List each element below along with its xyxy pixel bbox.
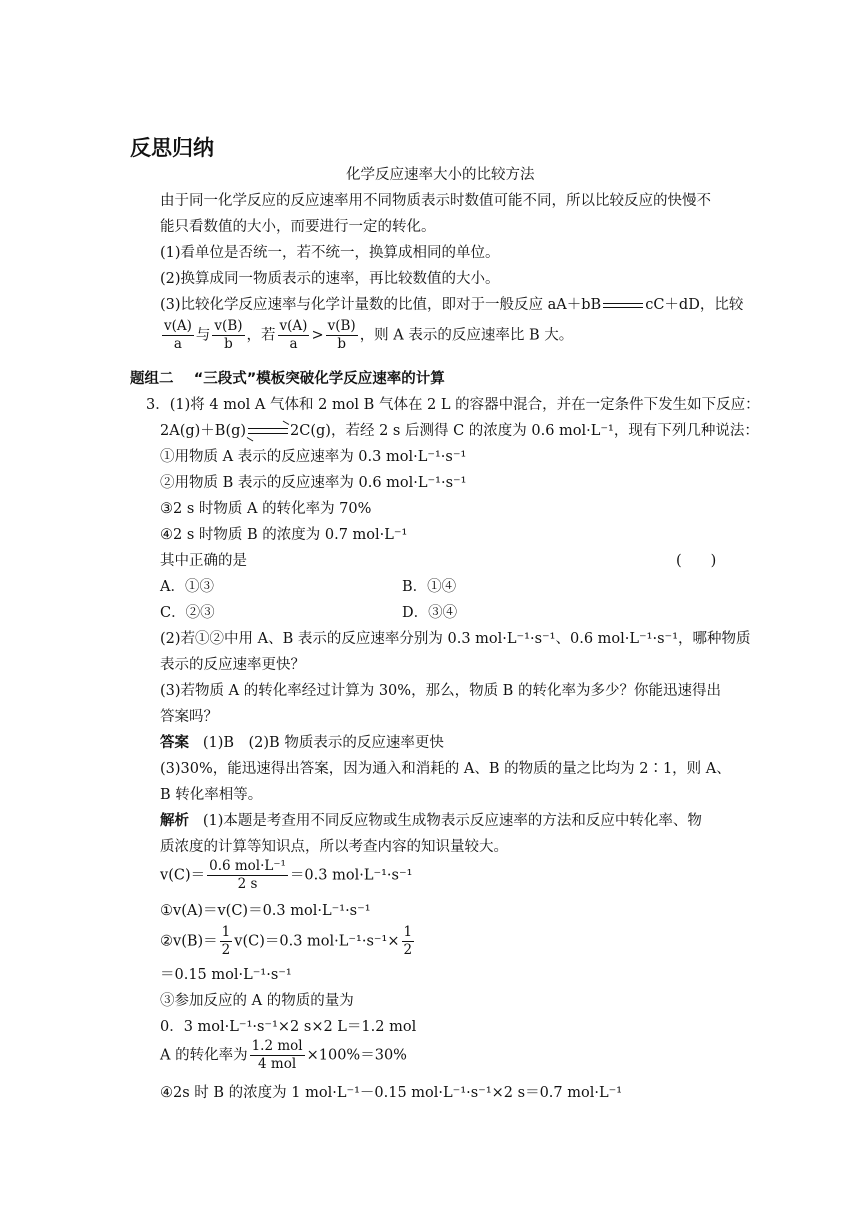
statement-3: ③2 s 时物质 A 的转化率为 70% <box>160 501 372 517</box>
answer-line-3: B 转化率相等。 <box>160 787 263 803</box>
fraction-va-over-a: $\frac{v(A)}{a}$ <box>164 318 192 352</box>
question-line-2 <box>160 422 759 440</box>
rule-3-line <box>160 296 743 314</box>
vc-fraction: $\frac{\text{0.6 mol·L⁻¹}}{2 s}$ <box>209 858 286 892</box>
question-2-line-2: 表示的反应速率更快？ <box>160 657 305 673</box>
answer-line-1 <box>160 734 444 752</box>
choice-b: B．①④ <box>402 579 457 595</box>
choice-d: D．③④ <box>402 605 458 621</box>
reaction-right: 2C(g)，若经 2 s 后测得 C 的浓度为 0.6 mol·L⁻¹，现有下列几种说法： <box>290 423 759 439</box>
vb-result: ＝0.15 mol·L⁻¹·s⁻¹ <box>160 967 292 983</box>
vc-formula <box>160 858 412 893</box>
vb-left: ②v(B)＝ <box>160 933 218 950</box>
intro-line-2: 能只看数值的大小，而要进行一定的转化。 <box>160 219 436 235</box>
va-formula: ①v(A)＝v(C)＝0.3 mol·L⁻¹·s⁻¹ <box>160 903 371 919</box>
fraction-va-over-a-2: $\frac{v(A)}{a}$ <box>279 318 308 352</box>
section-heading: 反思归纳 <box>130 136 214 160</box>
step-3-calc: 0．3 mol·L⁻¹·s⁻¹×2 s×2 L＝1.2 mol <box>160 1019 417 1035</box>
analysis-text-1: (1)本题是考查用不同反应物或生成物表示反应速率的方法和反应中转化率、物 <box>202 813 702 829</box>
group-title: “三段式”模板突破化学反应速率的计算 <box>193 371 445 387</box>
conv-fraction: $\frac{\text{1.2 mol}}{\text{4 mol}}$ <box>251 1038 303 1072</box>
rule-3-fractions <box>160 318 573 353</box>
if-text: ，若 <box>246 327 276 344</box>
rule-3-eq-left: aA＋bB <box>547 297 602 313</box>
step-3: ③参加反应的 A 的物质的量为 <box>160 993 354 1009</box>
intro-line-1: 由于同一化学反应的反应速率用不同物质表示时数值可能不同，所以比较反应的快慢不 <box>160 193 711 209</box>
group-label: 题组二 <box>130 371 174 387</box>
equals-sign-icon <box>601 299 645 311</box>
rule-3-eq-right: cC＋dD，比较 <box>645 297 744 313</box>
question-3-line-2: 答案吗？ <box>160 709 218 725</box>
method-subtitle: 化学反应速率大小的比较方法 <box>346 167 535 183</box>
vc-right: ＝0.3 mol·L⁻¹·s⁻¹ <box>289 867 413 884</box>
statement-2: ②用物质 B 表示的反应速率为 0.6 mol·L⁻¹·s⁻¹ <box>160 475 467 491</box>
rule-1: (1)看单位是否统一，若不统一，换算成相同的单位。 <box>160 245 500 261</box>
conv-left: A 的转化率为 <box>160 1047 248 1064</box>
analysis-line-1 <box>160 812 702 830</box>
vc-left: v(C)＝ <box>160 867 206 884</box>
fraction-vb-over-b-2: $\frac{v(B)}{b}$ <box>327 318 356 352</box>
fraction-vb-over-b: $\frac{v(B)}{b}$ <box>214 318 243 352</box>
rule-3-tail: ，则 A 表示的反应速率比 B 大。 <box>359 327 574 344</box>
which-correct: 其中正确的是 <box>160 553 247 569</box>
reversible-arrow-icon <box>246 425 290 437</box>
conversion-formula <box>160 1038 407 1073</box>
question-3-line-1: (3)若物质 A 的转化率经过计算为 30%，那么，物质 B 的转化率为多少？你能迅速得出 <box>160 683 721 699</box>
answer-line-2: (3)30%，能迅速得出答案，因为通入和消耗的 A、B 的物质的量之比均为 2∶1，则 A、 <box>160 761 731 777</box>
analysis-label: 解析 <box>160 813 189 829</box>
group-heading <box>130 370 445 388</box>
question-line-1: 3．(1)将 4 mol A 气体和 2 mol B 气体在 2 L 的容器中混合，并在一定条件下发生如下反应： <box>146 397 760 413</box>
greater-than: > <box>311 327 324 344</box>
rule-2: (2)换算成同一物质表示的速率，再比较数值的大小。 <box>160 271 500 287</box>
step-4: ④2s 时 B 的浓度为 1 mol·L⁻¹－0.15 mol·L⁻¹·s⁻¹×2 s＝0.7 mol·L⁻¹ <box>160 1085 623 1101</box>
choice-c: C．②③ <box>160 605 215 621</box>
answer-label: 答案 <box>160 735 189 751</box>
half-fraction: $\frac{1}{2}$ <box>221 924 231 958</box>
half-fraction-2: $\frac{1}{2}$ <box>403 924 413 958</box>
with-text: 与 <box>195 327 211 344</box>
answer-text-1: (1)B (2)B 物质表示的反应速率更快 <box>202 735 444 751</box>
vb-mid: v(C)＝0.3 mol·L⁻¹·s⁻¹× <box>234 933 400 950</box>
analysis-line-2: 质浓度的计算等知识点，所以考查内容的知识量较大。 <box>160 839 508 855</box>
conv-right: ×100%＝30% <box>306 1047 407 1064</box>
vb-formula <box>160 924 416 959</box>
statement-1: ①用物质 A 表示的反应速率为 0.3 mol·L⁻¹·s⁻¹ <box>160 449 467 465</box>
reaction-left: 2A(g)＋B(g) <box>160 423 247 439</box>
rule-3-prefix: (3)比较化学反应速率与化学计量数的比值，即对于一般反应 <box>160 297 544 313</box>
answer-paren: ( ) <box>676 553 717 569</box>
choice-a: A．①③ <box>160 579 214 595</box>
question-2-line-1: (2)若①②中用 A、B 表示的反应速率分别为 0.3 mol·L⁻¹·s⁻¹、0.6 mol·L⁻¹·s⁻¹，哪种物质 <box>160 631 751 647</box>
statement-4: ④2 s 时物质 B 的浓度为 0.7 mol·L⁻¹ <box>160 527 408 543</box>
